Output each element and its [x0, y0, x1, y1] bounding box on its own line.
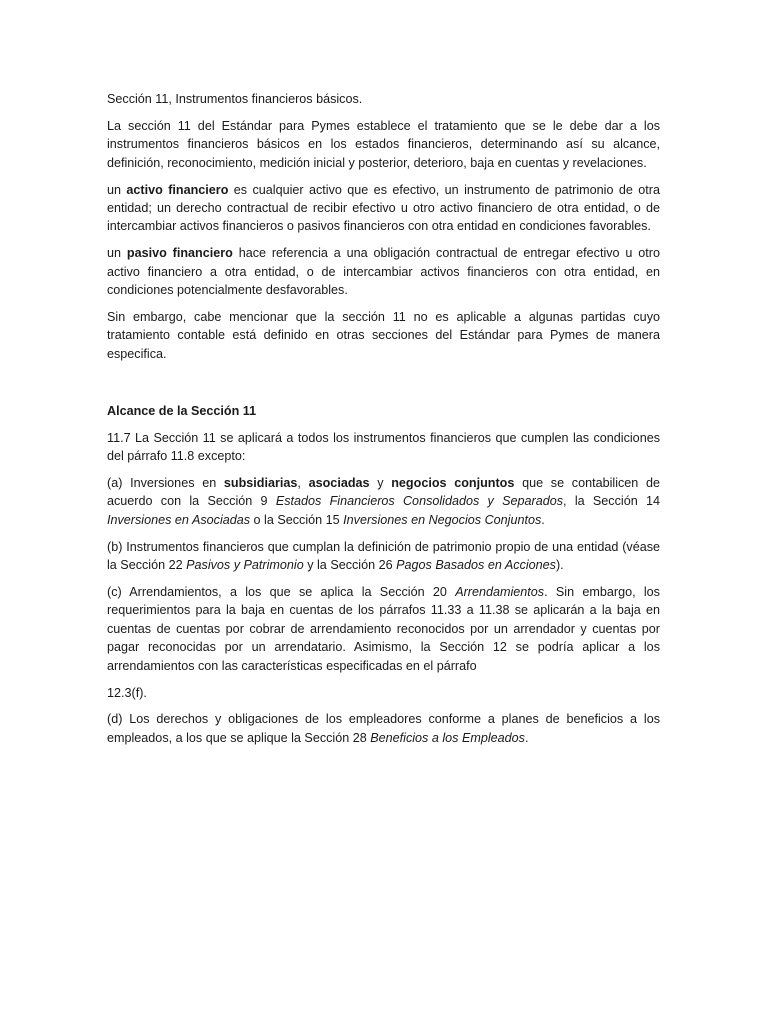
item-a-text: (a) Inversiones en [107, 476, 224, 490]
item-a-bold-negocios: negocios conjuntos [391, 476, 515, 490]
pasivo-financiero-paragraph [107, 244, 660, 299]
document-page [107, 90, 660, 756]
item-c-italic-seccion-20: Arrendamientos [455, 585, 545, 600]
item-a-text: que se contabilicen de acuerdo con la Sección 9 [107, 476, 661, 509]
activo-financiero-paragraph [107, 181, 660, 236]
item-b-italic-seccion-22: Pasivos y Patrimonio [186, 558, 304, 573]
item-a-text: . [541, 512, 545, 527]
item-d-italic-seccion-28: Beneficios a los Empleados [370, 730, 525, 745]
item-a [107, 474, 660, 529]
pasivo-term: pasivo financiero [126, 246, 233, 261]
item-a-bold-asociadas: asociadas [308, 476, 370, 490]
item-b [107, 538, 660, 575]
item-a-bold-subsidiarias: subsidiarias [223, 476, 298, 490]
activo-definition: es cualquier activo que es efectivo, un instrumento de patrimonio de otra entidad; un derecho contractual de recibir efectivo u otro activo financiero de otra entidad, o de intercambiar activos financieros o pasivos financieros con otra entidad en condiciones favorables. [107, 182, 660, 234]
intro-paragraph: La sección 11 del Estándar para Pymes establece el tratamiento que se le debe dar a los instrumentos financieros básicos en los estados financieros, determinando así su alcance, definición, reconocimiento, medición inicial y posterior, deterioro, baja en cuentas y revelaciones. [107, 118, 660, 170]
paragraph-11-7: 11.7 La Sección 11 se aplicará a todos los instrumentos financieros que cumplen las condiciones del párrafo 11.8 excepto: [107, 430, 660, 464]
item-a-italic-seccion-15: Inversiones en Negocios Conjuntos [343, 512, 542, 527]
activo-prefix: un [107, 182, 127, 197]
item-d [107, 710, 660, 747]
section-gap [107, 372, 660, 402]
document-title: Sección 11, Instrumentos financieros básicos. [107, 92, 363, 106]
item-a-text: o la Sección 15 [250, 512, 344, 527]
section-heading: Alcance de la Sección 11 [107, 403, 257, 418]
item-a-text: , [297, 476, 309, 490]
item-c [107, 583, 660, 675]
activo-term: activo financiero [126, 182, 229, 197]
pasivo-prefix: un [107, 246, 127, 261]
item-c-text: (c) Arrendamientos, a los que se aplica la Sección 20 [107, 585, 456, 600]
item-a-text: y [369, 476, 392, 490]
item-a-italic-seccion-9: Estados Financieros Consolidados y Separados [275, 494, 564, 509]
item-c-reference: 12.3(f). [107, 685, 147, 700]
item-b-text: y la Sección 26 [303, 558, 397, 573]
item-b-text: ). [555, 558, 564, 573]
item-b-text: (b) Instrumentos financieros que cumplan la definición de patrimonio propio de una entidad (véase la Sección 22 [107, 539, 660, 573]
sin-embargo-paragraph: Sin embargo, cabe mencionar que la sección 11 no es aplicable a algunas partidas cuyo tratamiento contable está definido en otras secciones del Estándar para Pymes de manera especifica. [107, 310, 660, 361]
item-c-text: . Sin embargo, los requerimientos para la baja en cuentas de los párrafos 11.33 a 11.38 se aplicarán a la baja en cuentas de cuentas por cobrar de arrendamiento reconocidos por un arrendador y cuentas por pagar reconocidas por un arrendatario. Asimismo, la Sección 12 se podría aplicar a los arrendamientos con las características especificadas en el párrafo [107, 585, 660, 673]
item-a-text: , la Sección 14 [563, 494, 660, 509]
item-b-italic-seccion-26: Pagos Basados en Acciones [396, 558, 556, 573]
item-d-text: (d) Los derechos y obligaciones de los empleadores conforme a planes de beneficios a los empleados, a los que se aplique la Sección 28 [107, 712, 660, 745]
pasivo-definition: hace referencia a una obligación contractual de entregar efectivo u otro activo financiero a otra entidad, o de intercambiar activos financieros con otra entidad, en condiciones potencialmente desfavorables. [107, 246, 660, 298]
item-a-italic-seccion-14: Inversiones en Asociadas [107, 512, 251, 527]
item-d-text: . [524, 730, 529, 745]
